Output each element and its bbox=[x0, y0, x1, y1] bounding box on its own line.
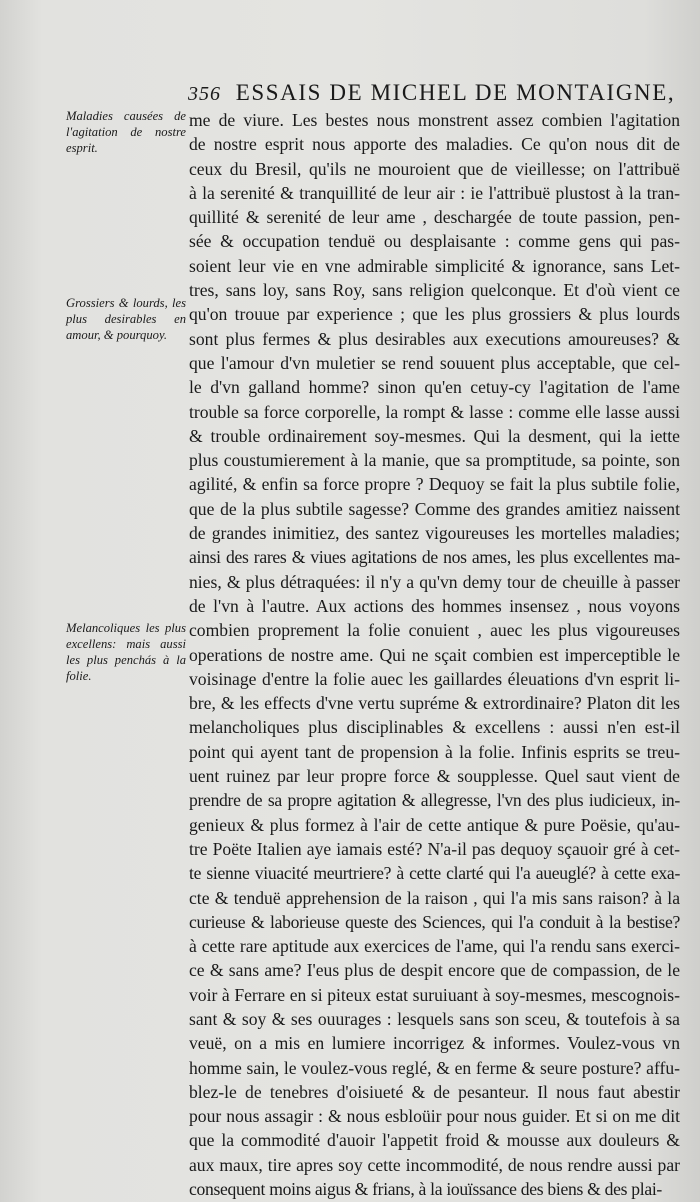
text-line: sée & occupation tenduë ou desplaisante : comme gens qui pas- bbox=[189, 231, 680, 252]
text-line: ceux du Bresil, qu'ils ne mouroient que de vieillesse; on l'attribuë bbox=[189, 158, 680, 179]
text-line: à cette rare aptitude aux exercices de l'ame, qui l'a rendu sans exerci- bbox=[189, 936, 680, 957]
text-line: que de la plus subtile sagesse? Comme des grandes amitiez naissent bbox=[189, 498, 680, 519]
text-line: point qui ayent tant de propension à la folie. Infinis esprits se treu- bbox=[189, 741, 680, 762]
text-line: melancholiques plus disciplinables & excellens : aussi n'en est-il bbox=[189, 717, 680, 738]
text-line: tres, sans loy, sans Roy, sans religion quelconque. Et d'où vient ce bbox=[189, 280, 680, 301]
text-line: à la serenité & tranquillité de leur air : ie l'attribuë plustost à la tran- bbox=[189, 182, 680, 203]
text-line: soient leur vie en vne admirable simplicité & ignorance, sans Let- bbox=[189, 255, 680, 276]
text-line: veuë, on a mis en lumiere incorrigez & informes. Voulez-vous vn bbox=[189, 1033, 680, 1054]
text-line: genieux & plus formez à l'air de cette antique & pure Poësie, qu'au- bbox=[189, 814, 680, 835]
text-line: te sienne viuacité meurtriere? à cette clarté qui l'a aueuglé? à cette exa- bbox=[189, 863, 680, 884]
main-text-block bbox=[189, 108, 680, 1201]
text-line: ce & sans ame? I'eus plus de despit encore que de compassion, de le bbox=[189, 960, 680, 981]
text-line: pour nous assagir : & nous esbloüir pour nous guider. Et si on me dit bbox=[189, 1106, 680, 1127]
margin-note-melancoliques: Melancoliques les plus excellens: mais aussi les plus penchás à la folie. bbox=[66, 621, 186, 683]
text-line: trouble sa force corporelle, la rompt & lasse : comme elle lasse aussi bbox=[189, 401, 680, 422]
text-line: que l'amour d'vn muletier se rend souuent plus acceptable, que cel- bbox=[189, 352, 680, 373]
text-line: ainsi des rares & viues agitations de nos ames, les plus excellentes ma- bbox=[189, 547, 680, 568]
text-line: qu'on trouue par experience ; que les plus grossiers & plus lourds bbox=[189, 304, 680, 325]
text-line: me de viure. Les bestes nous monstrent assez combien l'agitation bbox=[189, 110, 680, 130]
text-line: operations de nostre ame. Qui ne sçait combien est imperceptible le bbox=[189, 644, 680, 665]
text-line: de l'vn à l'autre. Aux actions des hommes insensez , nous voyons bbox=[189, 595, 680, 616]
margin-note-maladies: Maladies causées de l'agitation de nostre esprit. bbox=[66, 109, 186, 155]
text-line: tre Poëte Italien aye iamais esté? N'a-il pas dequoy sçauoir gré à cet- bbox=[189, 838, 680, 859]
text-line: combien proprement la folie conuient , auec les plus vigoureuses bbox=[189, 620, 680, 641]
text-line: bre, & les effects d'vne vertu supréme & extrordinaire? Platon dit les bbox=[189, 693, 680, 714]
text-line: voisinage d'entre la folie auec les gaillardes éleuations d'vn esprit li- bbox=[189, 668, 680, 689]
page-number: 356 bbox=[188, 83, 221, 105]
text-line: sont plus fermes & plus desirables aux executions amoureuses? & bbox=[189, 328, 680, 349]
text-line: homme sain, le voulez-vous reglé, & en ferme & seure posture? affu- bbox=[189, 1057, 680, 1078]
page-edge-bleedthrough bbox=[686, 90, 700, 1090]
text-line: agilité, & enfin sa force propre ? Dequoy se fait la plus subtile folie, bbox=[189, 474, 680, 495]
page-header bbox=[188, 80, 688, 108]
text-line: nies, & plus détraquées: il n'y a qu'vn demy tour de cheuille à passer bbox=[189, 571, 680, 592]
text-line: de grandes inimitiez, des santez vigoureuses les mortelles maladies; bbox=[189, 523, 680, 544]
text-line: curieuse & laborieuse queste des Sciences, qui l'a conduit à la bestise? bbox=[189, 911, 680, 932]
text-line: uent ruinez par leur propre force & soupplesse. Quel saut vient de bbox=[189, 766, 680, 787]
text-line: quillité & serenité de leur ame , deschargée de toute passion, pen- bbox=[189, 207, 680, 228]
text-line: voir à Ferrare en si piteux estat suruiuant à soy-mesmes, mescognois- bbox=[189, 984, 680, 1005]
text-line: aux maux, tire apres soy cette incommodité, de nous rendre aussi par bbox=[189, 1154, 680, 1175]
text-line: & trouble ordinairement soy-mesmes. Qui la desment, qui la iette bbox=[189, 425, 680, 446]
margin-note-grossiers: Grossiers & lourds, les plus desirables en amour, & pourquoy. bbox=[66, 296, 186, 342]
running-title: ESSAIS DE MICHEL DE MONTAIGNE, bbox=[235, 80, 676, 105]
text-line: consequent moins aigus & frians, à la iouïssance des biens & des plai- bbox=[189, 1179, 662, 1200]
text-line: le d'vn galland homme? sinon qu'en cetuy-cy l'agitation de l'ame bbox=[189, 377, 680, 398]
text-line: sant & soy & ses ouurages : lesquels sans son sceu, & toutefois à sa bbox=[189, 1008, 680, 1029]
text-line: cte & tenduë apprehension de la raison , qui l'a mis sans raison? à la bbox=[189, 887, 680, 908]
text-line: prendre de sa propre agitation & allegresse, l'vn des plus iudicieux, in- bbox=[189, 790, 680, 811]
text-line: blez-le de tenebres d'oisiueté & de pesanteur. Il nous faut abestir bbox=[189, 1081, 680, 1102]
text-line: plus coustumierement à la manie, que sa promptitude, sa pointe, son bbox=[189, 450, 680, 471]
text-line: que la commodité d'auoir l'appetit froid & mousse aux douleurs & bbox=[189, 1130, 680, 1151]
text-line: de nostre esprit nous apporte des maladies. Ce qu'on nous dit de bbox=[189, 134, 680, 155]
